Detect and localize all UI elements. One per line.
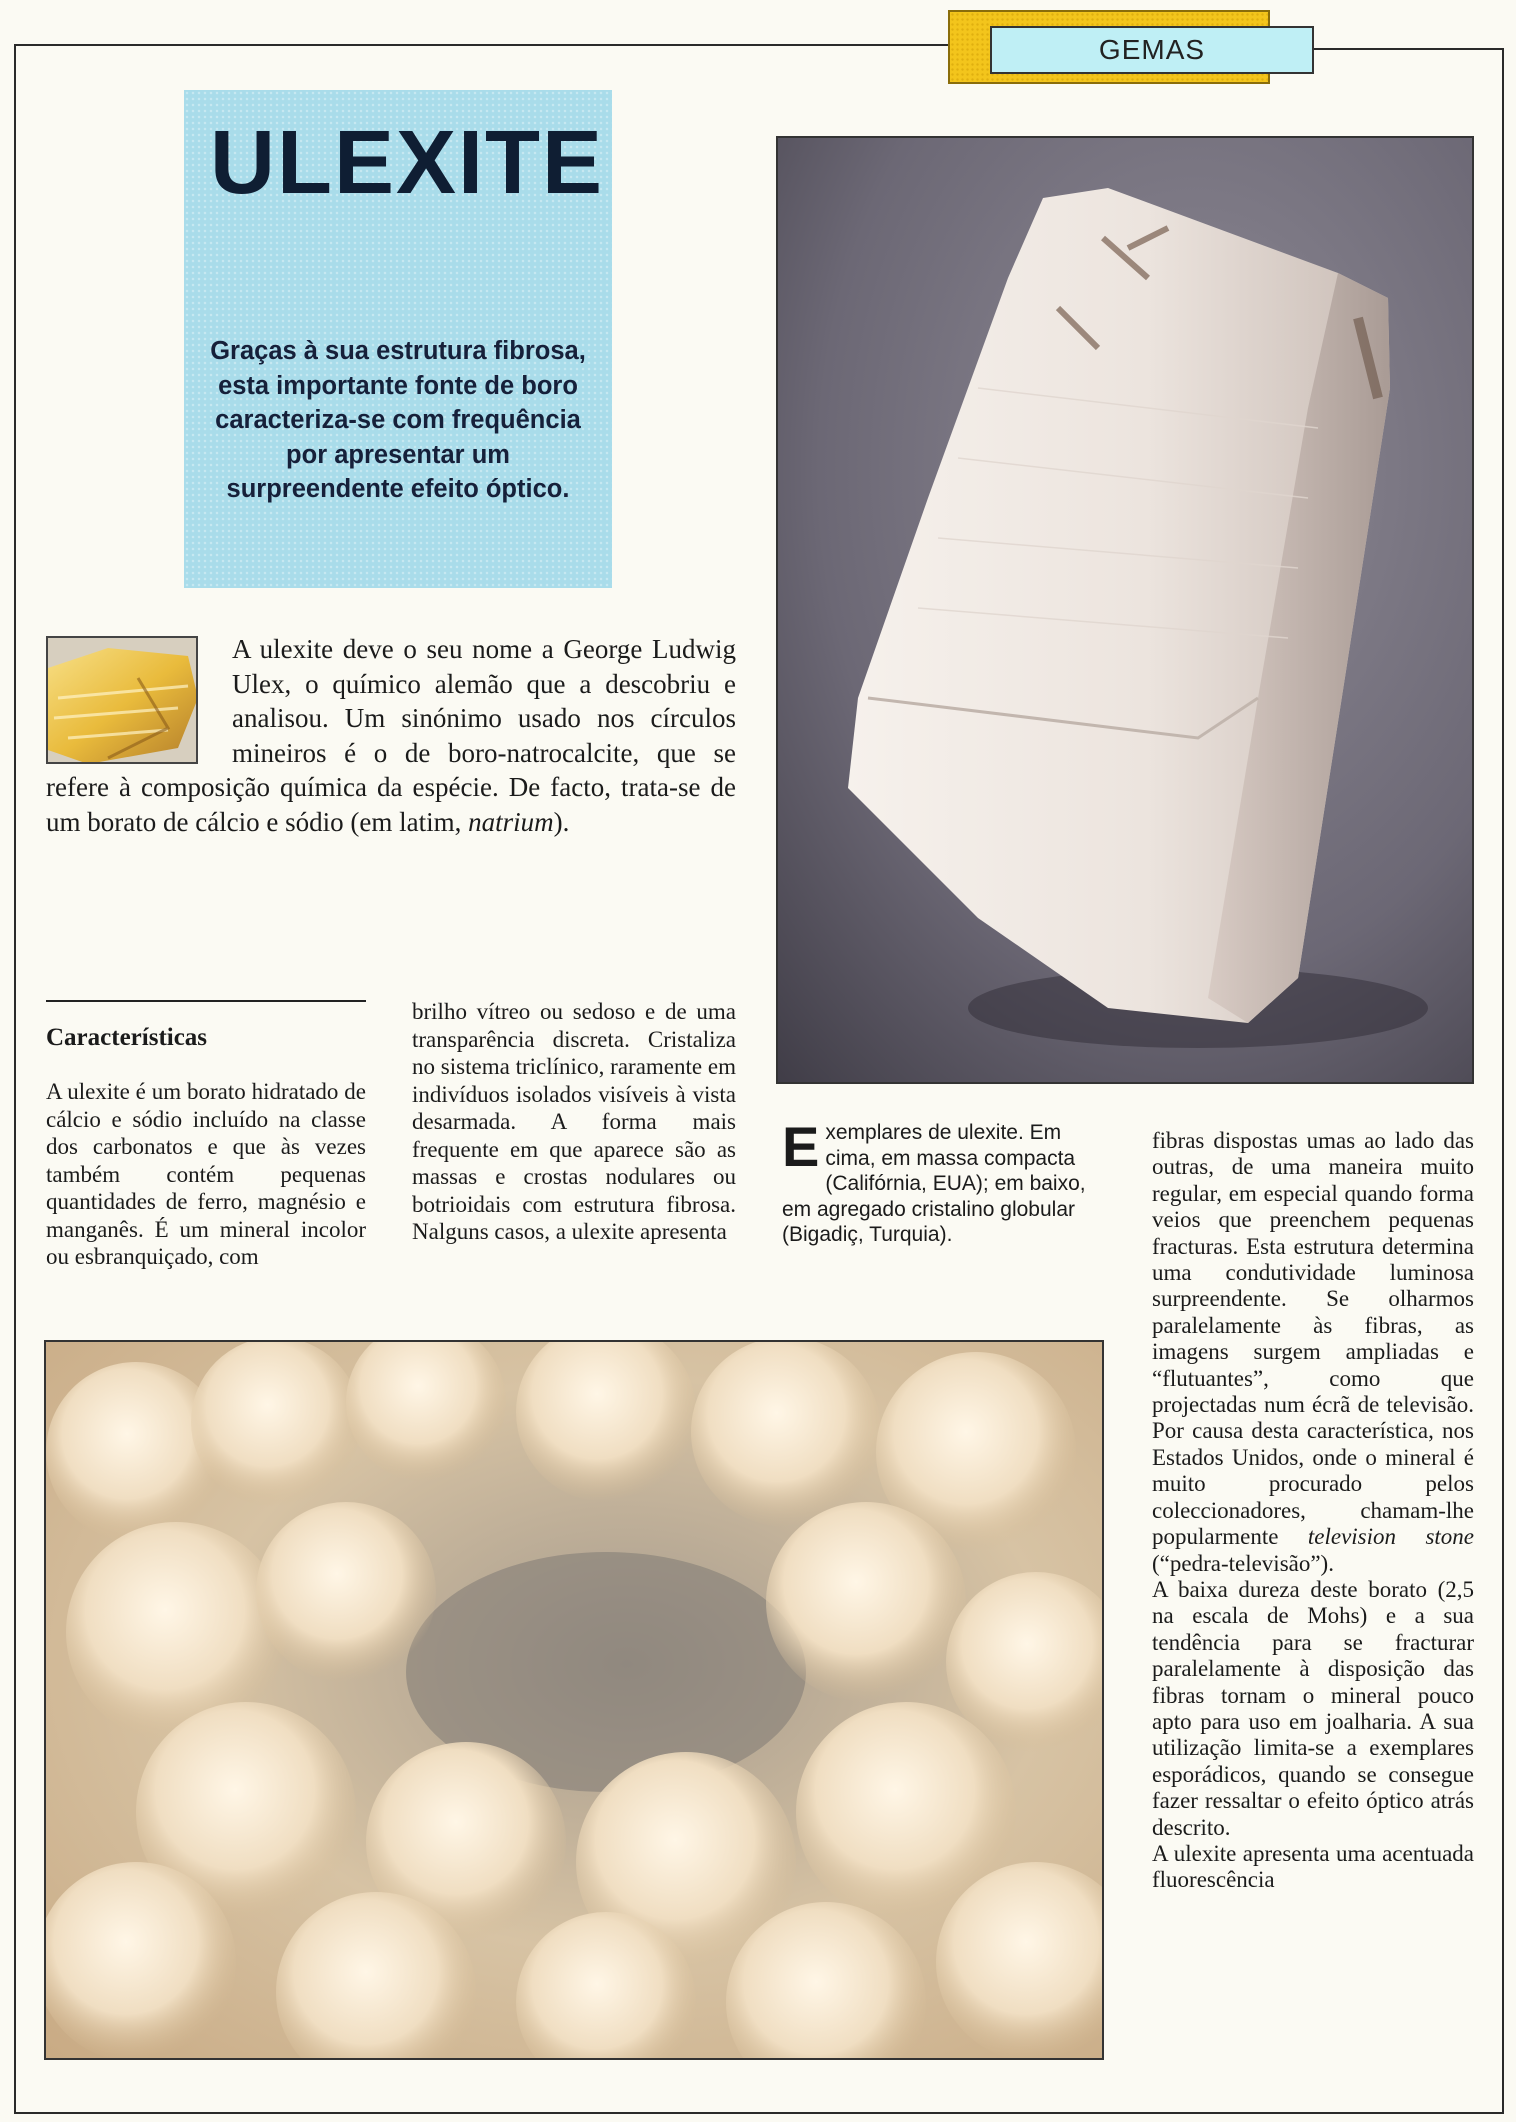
- top-rule-left: [14, 44, 950, 46]
- intro-italic: natrium: [468, 806, 554, 837]
- photo-caption: [782, 1115, 1112, 1248]
- ulexite-compact-mass-photo: [776, 136, 1474, 1084]
- section-tag: GEMAS: [990, 26, 1314, 74]
- intro-text: A ulexite deve o seu nome a George Ludwig Ulex, o químico alemão que a descobriu e analisou. Um sinónimo usado nos círculos mineiros é o de boro-natrocalcite, que se refere à composição química da espécie. De facto, trata-se de um borato de cálcio e sódio (em latim,: [46, 634, 736, 837]
- column-3-text-b: (“pedra-televisão”).: [1152, 1550, 1334, 1576]
- page-title: ULEXITE: [210, 113, 605, 213]
- section-heading: Características: [46, 1024, 208, 1051]
- intro-paragraph: [46, 632, 736, 839]
- column-3-paragraph-3: A ulexite apresenta uma acentuada fluorescência: [1152, 1840, 1474, 1893]
- caption-text: xemplares de ulexite. Em cima, em massa compacta (Califórnia, EUA); em baixo, em agregado cristalino globular (Bigadiç, Turquia).: [782, 1121, 1086, 1246]
- thumbnail-spacer: [46, 632, 232, 766]
- section-divider: [46, 1000, 366, 1002]
- column-2-text: brilho vítreo ou sedoso e de uma transparência discreta. Cristaliza no sistema triclínico, raramente em indivíduos isolados visíveis à vista desarmada. A forma mais frequente em que aparece são as massas e crostas nodulares ou botrioidais com estrutura fibrosa. Nalguns casos, a ulexite apresenta: [412, 999, 736, 1244]
- left-border: [14, 44, 16, 2114]
- column-1-text: A ulexite é um borato hidratado de cálcio e sódio incluído na classe dos carbonatos e que às vezes também contém pequenas quantidades de ferro, magnésio e manganês. É um mineral incolor ou esbranquiçado, com: [46, 1079, 366, 1269]
- lede-text: Graças à sua estrutura fibrosa, esta importante fonte de boro caracteriza-se com frequência por apresentar um surpreendente efeito óptico.: [210, 337, 586, 503]
- right-border: [1502, 48, 1504, 2114]
- bottom-rule: [14, 2112, 1504, 2114]
- column-3-text: [1152, 1128, 1474, 1894]
- intro-text-end: ).: [553, 806, 570, 837]
- column-3-paragraph-1: [1152, 1128, 1474, 1577]
- column-3-paragraph-2: A baixa dureza deste borato (2,5 na escala de Mohs) e a sua tendência para se fracturar paralelamente à disposição das fibras tornam o mineral pouco apto para uso em joalharia. A sua utilização limita-se a exemplares esporádicos, quando se consegue fazer ressaltar o efeito óptico atrás descrito.: [1152, 1576, 1474, 1840]
- ulexite-globular-aggregate-photo: [44, 1340, 1104, 2060]
- caption-dropcap: E: [782, 1115, 820, 1178]
- top-rule-right: [1312, 48, 1504, 50]
- column-3-text-a: fibras dispostas umas ao lado das outras, de uma maneira muito regular, em especial quando forma veios que preenchem pequenas fracturas. Esta estrutura determina uma condutividade luminosa surpreendente. Se olharmos paralelamente às fibras, as imagens surgem ampliadas e “flutuantes”, como que projectadas num écrã de televisão. Por causa desta característica, nos Estados Unidos, onde o mineral é muito procurado pelos coleccionadores, chamam-lhe popularmente: [1152, 1128, 1474, 1550]
- column-3-italic: television stone: [1307, 1524, 1474, 1550]
